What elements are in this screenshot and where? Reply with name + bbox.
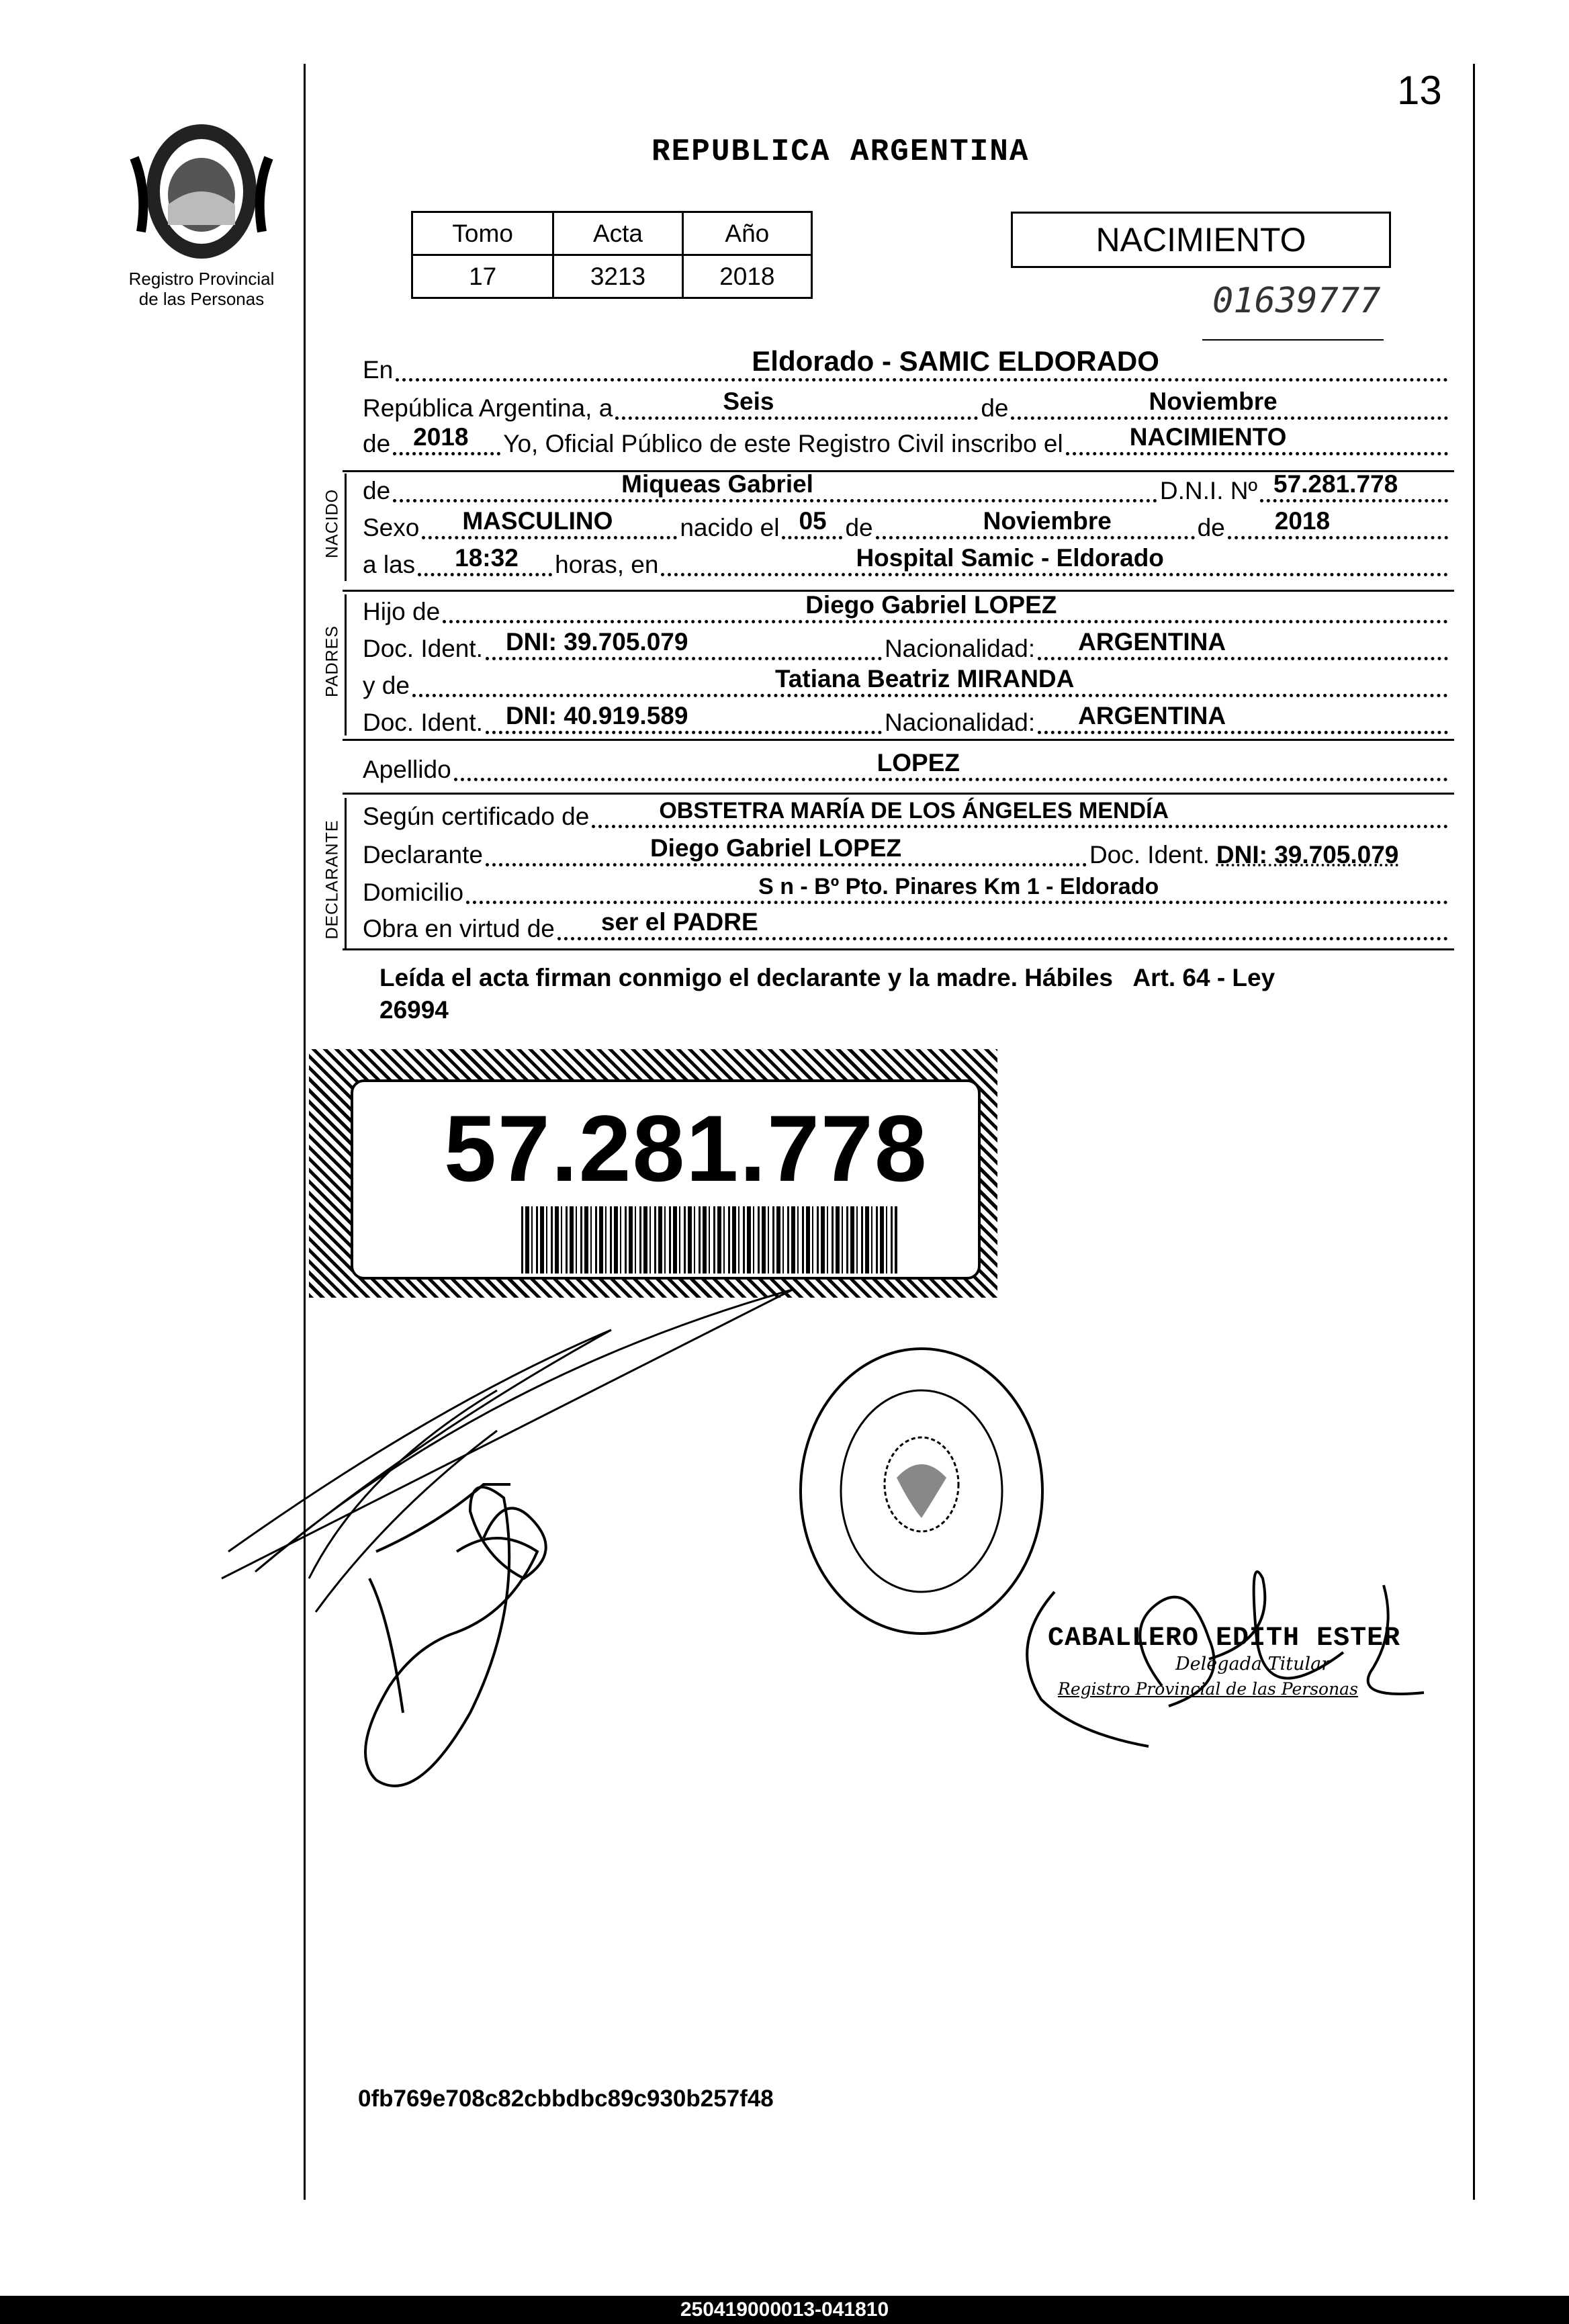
dni-fill [1260,470,1448,505]
birth-day: 05 [799,507,827,535]
padres-bracket [345,594,347,735]
birth-day-fill [782,507,842,542]
de-label-2: de [845,514,873,541]
father-doc-fill [486,628,882,663]
row-segun [363,798,1451,831]
father-doc-label: Doc. Ident. [363,635,483,662]
province-emblem-icon [114,118,289,265]
de-label: de [981,394,1009,422]
footer-code: 250419000013-041810 [680,2298,889,2321]
nacido-bracket [345,474,347,581]
place-value: Eldorado - SAMIC ELDORADO [752,345,1159,377]
serial-underline [1202,339,1384,341]
value-ano: 2018 [682,255,811,298]
event-fill [1066,423,1448,458]
inscribo-label: Yo, Oficial Público de este Registro Civil inscribo el [503,430,1063,457]
father-nat-label: Nacionalidad: [884,635,1036,662]
birth-year: 2018 [1274,507,1331,535]
place-fill [396,345,1448,384]
mother-doc-label: Doc. Ident. [363,709,483,736]
apellido-fill [454,749,1448,784]
de-label-3: de [1197,514,1225,541]
birth-month-fill [876,507,1195,542]
row-declarante [363,834,1451,869]
father-fill [443,591,1448,626]
logo-caption-1: Registro Provincial [128,269,275,289]
y-de-label: y de [363,672,410,699]
section-padres: PADRES [322,625,342,697]
province-logo [114,118,289,265]
section-nacido: NACIDO [322,488,342,559]
month-value: Noviembre [1149,388,1277,415]
hijo-de-label: Hijo de [363,598,441,625]
row-father-doc [363,628,1451,663]
closing-line-2: 26994 [379,996,449,1024]
birth-time: 18:32 [455,544,519,572]
row-place [363,345,1451,384]
row-obra [363,908,1451,943]
sexo-label: Sexo [363,514,420,541]
signature-scribble-icon [215,1269,819,1874]
dni-card [309,1049,997,1298]
horas-label: horas, en [555,551,659,578]
decl-doc: DNI: 39.705.079 [1216,841,1399,868]
header-ano: Año [682,212,811,255]
year-fill [393,423,500,458]
child-fill [393,470,1157,505]
header-acta: Acta [553,212,682,255]
barcode-icon [521,1206,897,1273]
year-value: 2018 [413,423,469,451]
document-title: REPUBLICA ARGENTINA [652,134,1030,169]
declarante-bracket [345,798,347,949]
dni-label: D.N.I. Nº [1159,477,1257,504]
declarante-fill [486,834,1087,869]
declarante-label: Declarante [363,841,483,868]
document-hash: 0fb769e708c82cbbdbc89c930b257f48 [358,2086,774,2112]
doc-type-box [1011,212,1391,268]
a-las-label: a las [363,551,416,578]
section-declarante: DECLARANTE [322,819,342,940]
event-value: NACIMIENTO [1129,423,1287,451]
mother-fill [412,665,1448,700]
nacido-label: nacido el [680,514,780,541]
register-table [411,211,813,299]
child-de-label: de [363,477,391,504]
divider-5 [343,948,1454,950]
birth-place: Hospital Samic - Eldorado [856,544,1164,572]
time-fill [418,544,552,579]
header-tomo: Tomo [412,212,553,255]
mother-nat: ARGENTINA [1078,702,1226,729]
mother-nat-label: Nacionalidad: [884,709,1036,736]
row-domicilio [363,874,1451,907]
divider-4 [343,793,1454,795]
decl-doc-label: Doc. Ident. [1089,841,1210,868]
domicilio-value: S n - Bº Pto. Pinares Km 1 - Eldorado [758,874,1159,899]
mother-doc: DNI: 40.919.589 [505,702,688,729]
official-name: CABALLERO EDITH ESTER [1048,1623,1401,1654]
footer-bar [0,2296,1569,2324]
obra-fill [557,908,1448,943]
republica-label: República Argentina, a [363,394,613,422]
row-sex [363,507,1451,542]
sexo-fill [422,507,677,542]
official-office: Registro Provincial de las Personas [1058,1679,1358,1699]
segun-label: Según certificado de [363,803,590,830]
row-father [363,591,1451,626]
row-mother-doc [363,702,1451,737]
dni-card-number: 57.281.778 [444,1096,928,1201]
certificado-fill [592,798,1448,831]
left-margin-rule [304,64,306,2200]
row-time [363,544,1451,579]
mother-doc-fill [486,702,882,737]
father-nat-fill [1038,628,1448,663]
father-doc: DNI: 39.705.079 [505,628,688,656]
child-dni: 57.281.778 [1273,470,1398,498]
obra-label: Obra en virtud de [363,915,555,942]
row-date [363,388,1451,422]
official-role: Delegada Titular [1175,1654,1331,1674]
page-number: 13 [1397,68,1442,113]
obra-value: ser el PADRE [600,908,758,936]
month-fill [1011,388,1448,422]
certificado-value: OBSTETRA MARÍA DE LOS ÁNGELES MENDÍA [659,798,1169,823]
year-prefix: de [363,430,391,457]
declarante-name: Diego Gabriel LOPEZ [649,834,902,862]
mother-name: Tatiana Beatriz MIRANDA [774,665,1075,692]
serial-number: 01639777 [1212,281,1381,321]
father-nat: ARGENTINA [1078,628,1226,656]
apellido-value: LOPEZ [877,749,960,776]
en-label: En [363,356,394,384]
dni-card-inner [351,1079,981,1280]
divider-3 [343,739,1454,741]
row-mother [363,665,1451,700]
right-margin-rule [1473,64,1475,2200]
sexo-value: MASCULINO [462,507,613,535]
row-apellido [363,749,1451,784]
logo-caption-2: de las Personas [138,289,265,309]
birth-place-fill [661,544,1448,579]
declarant-signature [215,1269,819,1874]
birth-year-fill [1228,507,1448,542]
value-tomo: 17 [412,255,553,298]
domicilio-label: Domicilio [363,879,464,906]
domicilio-fill [466,874,1448,907]
value-acta: 3213 [553,255,682,298]
row-child [363,470,1451,505]
birth-month: Noviembre [983,507,1112,535]
day-fill [615,388,978,422]
day-value: Seis [723,388,774,415]
father-name: Diego Gabriel LOPEZ [805,591,1057,619]
apellido-label: Apellido [363,756,451,783]
row-year [363,423,1451,458]
mother-nat-fill [1038,702,1448,737]
child-name: Miqueas Gabriel [621,470,813,498]
doc-type: NACIMIENTO [1095,221,1306,259]
closing-line-1: Leída el acta firman conmigo el declarante y la madre. Hábiles Art. 64 - Ley [379,964,1275,991]
